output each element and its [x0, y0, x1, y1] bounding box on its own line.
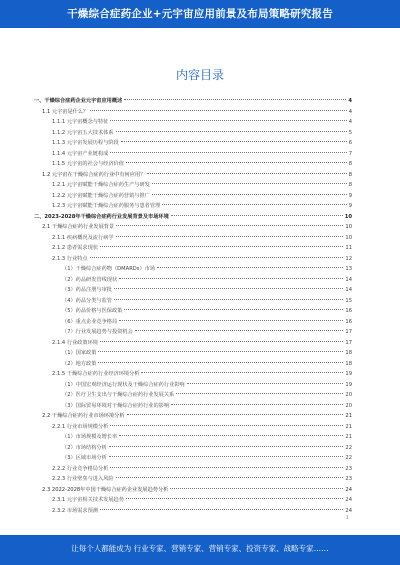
dot-leader: [119, 435, 343, 436]
toc-entry[interactable]: [34, 222, 352, 233]
dot-leader: [127, 414, 344, 415]
toc-entry-title: 2.1.3 行业特点: [52, 255, 88, 262]
dot-leader: [116, 131, 347, 132]
dot-leader: [141, 372, 343, 373]
toc-entry-page: 24: [345, 486, 352, 493]
toc-entry-title: 2.3 2022-2028年中国干燥综合症药企业发展趋势分析: [42, 486, 169, 493]
toc-entry-title: 1.2.1 元宇宙赋能干燥综合症药生产与研发: [52, 182, 150, 188]
toc-entry-title: 1.2.3 元宇宙赋能干燥综合症药服务与患者管理: [52, 203, 161, 209]
toc-entry[interactable]: [34, 201, 352, 212]
toc-entry-page: 17: [345, 329, 352, 335]
toc-entry-page: 12: [345, 255, 352, 262]
toc-entry-page: 16: [345, 308, 352, 314]
toc-entry[interactable]: [34, 464, 352, 475]
dot-leader: [152, 194, 347, 195]
dot-leader: [157, 267, 343, 268]
dot-leader: [98, 362, 343, 363]
dot-leader: [114, 288, 343, 289]
toc-entry-page: 18: [345, 350, 352, 356]
toc-entry-title: （6）重点企业竞争格局: [62, 318, 118, 325]
toc-entry[interactable]: [34, 338, 352, 349]
dot-leader: [171, 215, 343, 216]
toc-entry-title: （2）地方政策: [62, 360, 97, 367]
toc-entry-title: 1.1.3 元宇宙发展历程与阶段: [52, 140, 119, 146]
toc-entry-page: 9: [348, 192, 352, 199]
toc-entry[interactable]: [34, 380, 352, 391]
dot-leader: [121, 141, 347, 142]
dot-leader: [116, 236, 344, 237]
toc-entry-title: 2.1.4 行业政策环境: [52, 339, 98, 346]
dot-leader: [100, 246, 343, 247]
toc-entry[interactable]: [34, 485, 352, 496]
report-title: 干燥综合症药企业+元宇宙应用前景及布局策略研究报告: [67, 8, 333, 20]
toc-entry-title: 2.3.2 市场需求预测: [52, 507, 98, 514]
toc-heading: 内容目录: [175, 68, 224, 82]
toc-entry-page: 6: [348, 140, 352, 146]
toc-entry-title: 一、干燥综合症药企业元宇宙应用概述: [34, 98, 123, 104]
toc-entry-title: 2.2.2 行业竞争格局分析: [52, 465, 109, 472]
toc-entry[interactable]: [34, 443, 352, 454]
toc-entry-title: （3）区域市场分析: [62, 455, 107, 461]
dot-leader: [119, 320, 343, 321]
toc-entry-page: 11: [345, 245, 352, 251]
dot-leader: [124, 99, 346, 100]
toc-entry-title: 1.1.5 元宇宙的社会与经济价值: [52, 161, 124, 167]
dot-leader: [126, 162, 347, 163]
dot-leader: [135, 330, 344, 331]
toc-entry-title: （2）市场结构分析: [62, 444, 107, 451]
toc-entry-page: 20: [345, 392, 352, 398]
toc-entry-title: （7）行业发展趋势与投资机会: [62, 329, 133, 335]
dot-leader: [147, 173, 346, 174]
dot-leader: [171, 404, 343, 405]
toc-entry[interactable]: [34, 390, 352, 401]
toc-entry[interactable]: [34, 401, 352, 412]
toc-entry[interactable]: [34, 128, 352, 139]
toc-entry[interactable]: [34, 453, 352, 464]
dot-leader: [98, 351, 343, 352]
toc-entry-title: （3）药品注册与审批: [62, 287, 112, 293]
dot-leader: [116, 225, 343, 226]
toc-entry[interactable]: [34, 296, 352, 307]
dot-leader: [109, 446, 344, 447]
toc-entry-page: 18: [345, 360, 352, 367]
toc-entry-page: 4: [348, 98, 352, 104]
toc-entry[interactable]: [34, 159, 352, 170]
toc-entry[interactable]: [34, 191, 352, 202]
dot-leader: [100, 509, 343, 510]
toc-entry-page: 22: [345, 455, 352, 461]
toc-entry[interactable]: [34, 149, 352, 160]
toc-entry[interactable]: [34, 96, 352, 107]
dot-leader: [90, 257, 344, 258]
toc-entry-page: 24: [345, 507, 352, 514]
toc-entry[interactable]: [34, 264, 352, 275]
dot-leader: [110, 152, 346, 153]
dot-leader: [119, 278, 343, 279]
toc-entry-page: 14: [345, 276, 352, 283]
toc-entry-title: 1.1.1 元宇宙概念与特征: [52, 119, 109, 125]
dot-leader: [114, 299, 343, 300]
dot-leader: [187, 383, 344, 384]
toc-entry[interactable]: [34, 306, 352, 317]
toc-entry-page: 10: [345, 224, 352, 230]
toc-entry-title: 2.1.2 患者需求现状: [52, 245, 98, 251]
header-bar: [0, 0, 400, 28]
toc-entry[interactable]: [34, 359, 352, 370]
toc-entry-page: 7: [348, 150, 352, 157]
dot-leader: [124, 309, 343, 310]
page-number: 1: [346, 515, 349, 520]
toc-entry[interactable]: [34, 285, 352, 296]
toc-entry-title: 2.1 干燥综合症药行业发展背景: [42, 224, 115, 230]
dot-leader: [109, 456, 344, 457]
toc-entry[interactable]: [34, 317, 352, 328]
toc-entry[interactable]: [34, 107, 352, 118]
toc-entry-title: 2.2 干燥综合症药行业市场环境分析: [42, 413, 125, 419]
toc-entry[interactable]: [34, 474, 352, 485]
dot-leader: [176, 393, 343, 394]
toc-entry[interactable]: [34, 411, 352, 422]
toc-entry-title: 1.1 元宇宙是什么？: [42, 108, 89, 115]
toc-entry[interactable]: [34, 348, 352, 359]
toc-entry[interactable]: [34, 170, 352, 181]
toc-entry[interactable]: [34, 327, 352, 338]
toc-entry-page: 13: [345, 266, 352, 272]
toc-entry[interactable]: [34, 233, 352, 244]
toc-entry-page: 14: [345, 287, 352, 293]
toc-entry[interactable]: [34, 212, 352, 223]
toc-entry[interactable]: [34, 422, 352, 433]
toc-entry-page: 15: [345, 297, 352, 304]
toc-entry-title: 1.1.4 元宇宙产业链构成: [52, 150, 109, 157]
toc-entry[interactable]: [34, 369, 352, 380]
toc-entry-title: 1.2.2 元宇宙赋能干燥综合症药营销与推广: [52, 192, 150, 199]
dot-leader: [116, 477, 344, 478]
toc-entry-title: （1）国家政策: [62, 350, 97, 356]
toc-entry-page: 4: [348, 119, 352, 125]
toc-entry-page: 16: [345, 318, 352, 325]
table-of-contents: [34, 96, 352, 516]
toc-entry-title: 二、2023-2028年干燥综合症药行业发展背景及市场环境: [34, 213, 169, 220]
toc-entry-title: （2）医疗卫生支出与干燥综合症药行业发展关系: [62, 392, 175, 398]
toc-entry[interactable]: [34, 180, 352, 191]
toc-entry[interactable]: [34, 495, 352, 506]
toc-entry[interactable]: [34, 275, 352, 286]
dot-leader: [152, 183, 347, 184]
toc-entry[interactable]: [34, 432, 352, 443]
toc-entry-page: 10: [344, 213, 352, 220]
toc-entry-title: （1）干燥综合症药物（DMARDs）市场: [62, 266, 156, 272]
toc-entry-page: 23: [345, 476, 352, 482]
toc-entry-page: 21: [345, 423, 352, 430]
toc-entry-title: （1）中国宏观经济运行现状及干燥综合症药行业影响: [62, 381, 185, 388]
toc-entry-page: 19: [345, 381, 352, 388]
toc-entry-page: 8: [348, 182, 352, 188]
toc-entry-title: （2）药品研发管线现状: [62, 276, 118, 283]
toc-entry-page: 20: [345, 402, 352, 409]
dot-leader: [170, 488, 343, 489]
dot-leader: [162, 204, 346, 205]
toc-entry[interactable]: [34, 506, 352, 517]
toc-entry-title: 2.3.1 元宇宙相关技术发展趋势: [52, 497, 124, 503]
toc-entry-page: 24: [345, 497, 352, 503]
toc-entry-title: （4）药品分类与监管: [62, 297, 112, 304]
toc-entry-title: （3）国际贸易环境对干燥综合症药行业的影响: [62, 402, 170, 409]
toc-entry-title: 2.2.1 行业市场规模分析: [52, 423, 109, 430]
toc-entry-page: 8: [348, 161, 352, 167]
toc-entry-title: 2.1.5 干燥综合症药行业经济环境分析: [52, 371, 140, 377]
toc-entry-title: （1）市场规模及增长率: [62, 434, 118, 440]
toc-entry-page: 4: [348, 108, 352, 115]
dot-leader: [90, 110, 346, 111]
toc-entry-page: 9: [348, 203, 352, 209]
toc-entry-page: 22: [345, 444, 352, 451]
toc-entry-page: 21: [345, 413, 352, 419]
toc-entry-page: 17: [345, 339, 352, 346]
dot-leader: [100, 341, 343, 342]
toc-entry-title: 1.2 元宇宙在干燥综合症药行业中有何应用？: [42, 171, 146, 178]
toc-entry-page: 19: [345, 371, 352, 377]
toc-entry-page: 21: [345, 434, 352, 440]
dot-leader: [110, 467, 343, 468]
toc-entry-title: 1.1.2 元宇宙五大技术体系: [52, 129, 114, 136]
dot-leader: [110, 120, 346, 121]
footer-bar: [0, 535, 400, 565]
toc-entry-page: 23: [345, 465, 352, 472]
dot-leader: [126, 498, 343, 499]
footer-slogan: 让每个人都能成为 行业专家、营销专家、营销专家、投资专家、战略专家……: [71, 544, 329, 553]
toc-entry-title: 2.2.3 行业壁垒与进入风险: [52, 476, 114, 482]
toc-entry-page: 5: [348, 129, 352, 136]
toc-entry[interactable]: [34, 138, 352, 149]
toc-entry-title: （5）药品价格与医保政策: [62, 308, 123, 314]
toc-entry-page: 8: [348, 171, 352, 178]
toc-entry[interactable]: [34, 243, 352, 254]
toc-entry[interactable]: [34, 117, 352, 128]
toc-entry[interactable]: [34, 254, 352, 265]
toc-entry-title: 2.1.1 疾病概况及流行病学: [52, 234, 114, 241]
toc-entry-page: 10: [345, 234, 352, 241]
dot-leader: [110, 425, 343, 426]
